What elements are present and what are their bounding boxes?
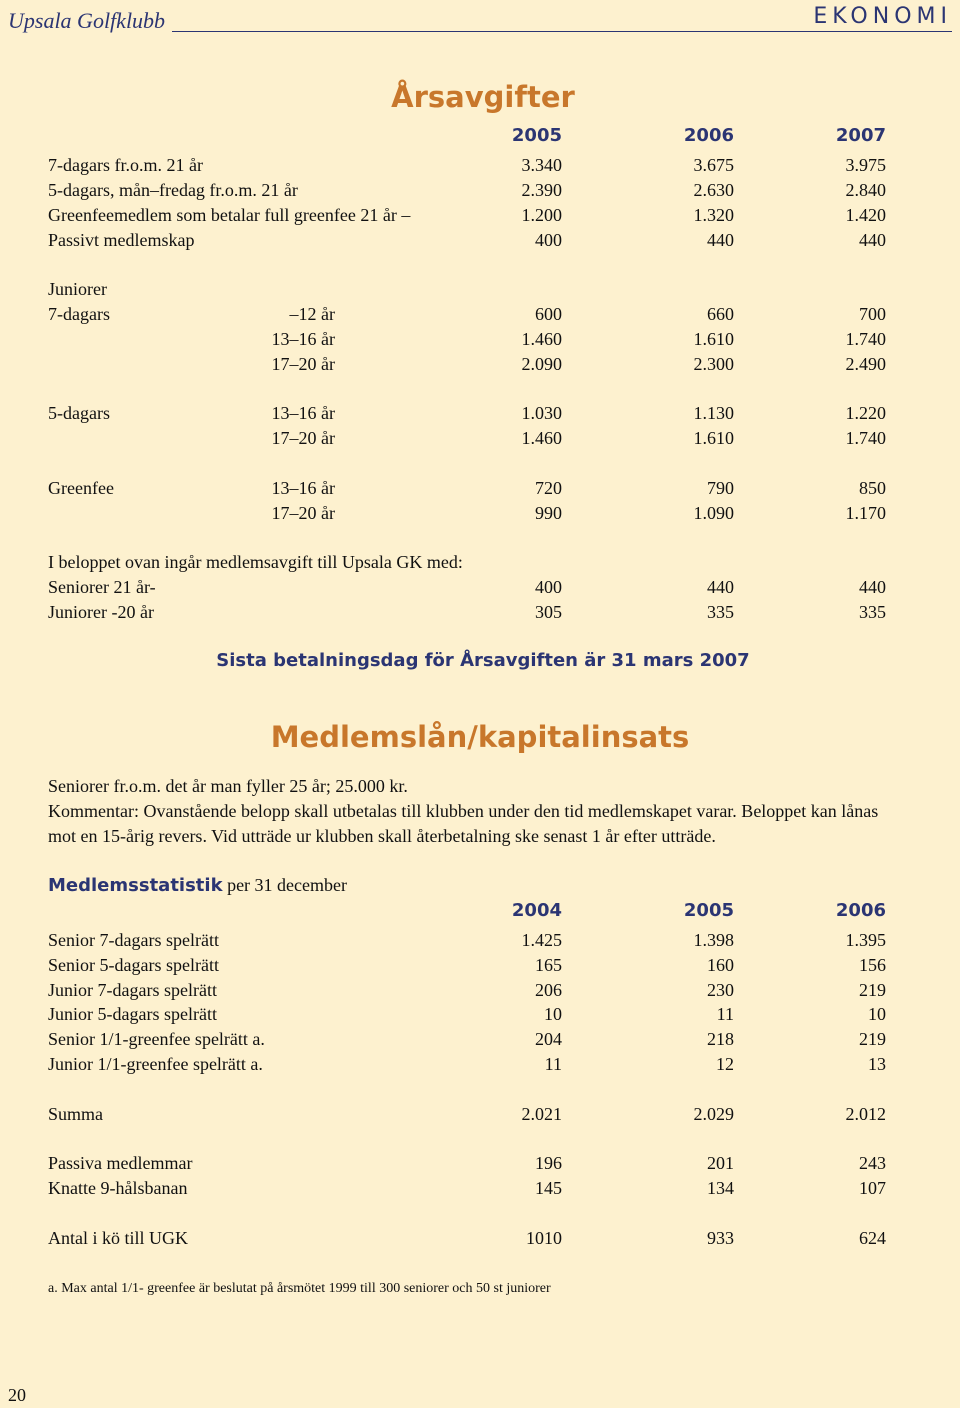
- value-cell: 219: [859, 1029, 886, 1049]
- value-cell: 2.029: [693, 1104, 734, 1124]
- value-cell: 2.012: [845, 1104, 886, 1124]
- junior-fee-row: [48, 401, 888, 426]
- year-header: 2006: [835, 900, 886, 921]
- value-cell: 1.610: [693, 329, 734, 349]
- value-cell: 11: [544, 1054, 562, 1074]
- value-cell: 850: [859, 478, 886, 498]
- value-cell: 196: [535, 1153, 562, 1173]
- stats-heading-bold: Medlemsstatistik: [48, 875, 223, 896]
- junior-fee-row: [48, 501, 888, 526]
- value-cell: 160: [707, 955, 734, 975]
- page-number: 20: [8, 1385, 26, 1405]
- value-cell: 1.610: [693, 428, 734, 448]
- age-label: –12 år: [289, 304, 335, 324]
- value-cell: 204: [535, 1029, 562, 1049]
- row-label: Greenfeemedlem som betalar full greenfee 21 år –: [48, 205, 411, 225]
- stats-heading: [48, 873, 347, 898]
- junior-fee-row: [48, 302, 888, 327]
- value-cell: 1.090: [693, 503, 734, 523]
- row-label: Knatte 9-hålsbanan: [48, 1178, 188, 1198]
- value-cell: 1.320: [693, 205, 734, 225]
- junior-fee-row: [48, 352, 888, 377]
- value-cell: 660: [707, 304, 734, 324]
- value-cell: 156: [859, 955, 886, 975]
- loan-line: Seniorer fr.o.m. det år man fyller 25 år; 25.000 kr.: [48, 776, 408, 796]
- value-cell: 107: [859, 1178, 886, 1198]
- juniors-heading: Juniorer: [48, 279, 107, 299]
- value-cell: 219: [859, 980, 886, 1000]
- age-label: 17–20 år: [271, 503, 335, 523]
- value-cell: 13: [868, 1054, 886, 1074]
- value-cell: 335: [859, 602, 886, 622]
- stats-year-header: [48, 898, 888, 923]
- footnote: a. Max antal 1/1- greenfee är beslutat på årsmötet 1999 till 300 seniorer och 50 st juniorer: [48, 1281, 551, 1296]
- stats-row: [48, 1151, 888, 1176]
- value-cell: 2.840: [845, 180, 886, 200]
- loan-comment-line: Kommentar: Ovanstående belopp skall utbetalas till klubben under den tid medlemskapet varar. Beloppet kan lånas: [48, 801, 879, 821]
- value-cell: 1010: [526, 1228, 562, 1248]
- value-cell: 990: [535, 503, 562, 523]
- included-row: [48, 600, 888, 625]
- medlemslan-title: Medlemslån/kapitalinsats: [270, 720, 690, 754]
- row-label: Senior 1/1-greenfee spelrätt a.: [48, 1029, 265, 1049]
- value-cell: 440: [707, 230, 734, 250]
- year-header: 2005: [511, 125, 562, 146]
- value-cell: 206: [535, 980, 562, 1000]
- group-label: 7-dagars: [48, 304, 110, 324]
- value-cell: 1.130: [693, 403, 734, 423]
- value-cell: 1.170: [845, 503, 886, 523]
- value-cell: 3.975: [845, 155, 886, 175]
- row-label: Antal i kö till UGK: [48, 1228, 188, 1248]
- stats-row: [48, 978, 888, 1003]
- age-label: 13–16 år: [271, 478, 335, 498]
- year-header: 2005: [683, 900, 734, 921]
- value-cell: 400: [535, 577, 562, 597]
- value-cell: 440: [859, 577, 886, 597]
- value-cell: 1.395: [845, 930, 886, 950]
- stats-queue-row: [48, 1226, 888, 1251]
- stats-summa-row: [48, 1102, 888, 1127]
- stats-row: [48, 928, 888, 953]
- row-label: Passivt medlemskap: [48, 230, 195, 250]
- row-label: Junior 5-dagars spelrätt: [48, 1004, 217, 1024]
- row-label: 5-dagars, mån–fredag fr.o.m. 21 år: [48, 180, 298, 200]
- value-cell: 134: [707, 1178, 734, 1198]
- value-cell: 440: [859, 230, 886, 250]
- value-cell: 335: [707, 602, 734, 622]
- fee-row: [48, 228, 888, 253]
- value-cell: 2.630: [693, 180, 734, 200]
- section-title: EKONOMI: [805, 4, 952, 29]
- deadline-note: Sista betalningsdag för Årsavgiften är 31 mars 2007: [216, 650, 750, 671]
- included-heading: I beloppet ovan ingår medlemsavgift till Upsala GK med:: [48, 552, 463, 572]
- value-cell: 1.398: [693, 930, 734, 950]
- row-label: Senior 7-dagars spelrätt: [48, 930, 219, 950]
- stats-row: [48, 1052, 888, 1077]
- age-label: 17–20 år: [271, 354, 335, 374]
- value-cell: 2.390: [521, 180, 562, 200]
- value-cell: 230: [707, 980, 734, 1000]
- value-cell: 2.300: [693, 354, 734, 374]
- value-cell: 165: [535, 955, 562, 975]
- age-label: 17–20 år: [271, 428, 335, 448]
- value-cell: 3.340: [521, 155, 562, 175]
- juniors-heading-row: [48, 277, 888, 302]
- value-cell: 2.021: [521, 1104, 562, 1124]
- fee-row: [48, 178, 888, 203]
- value-cell: 1.220: [845, 403, 886, 423]
- row-label: Passiva medlemmar: [48, 1153, 193, 1173]
- stats-heading-rest: per 31 december: [222, 875, 347, 895]
- value-cell: 243: [859, 1153, 886, 1173]
- value-cell: 933: [707, 1228, 734, 1248]
- year-header: 2007: [835, 125, 886, 146]
- value-cell: 145: [535, 1178, 562, 1198]
- value-cell: 1.420: [845, 205, 886, 225]
- value-cell: 11: [716, 1004, 734, 1024]
- value-cell: 600: [535, 304, 562, 324]
- fee-row: [48, 203, 888, 228]
- row-label: Junior 7-dagars spelrätt: [48, 980, 217, 1000]
- row-label: Senior 5-dagars spelrätt: [48, 955, 219, 975]
- fee-row: [48, 153, 888, 178]
- junior-fee-row: [48, 327, 888, 352]
- row-label: Seniorer 21 år-: [48, 577, 156, 597]
- value-cell: 201: [707, 1153, 734, 1173]
- included-row: [48, 575, 888, 600]
- group-label: Greenfee: [48, 478, 114, 498]
- age-label: 13–16 år: [271, 329, 335, 349]
- header-rule: [172, 31, 952, 32]
- fee-year-header: [48, 123, 888, 148]
- value-cell: 720: [535, 478, 562, 498]
- value-cell: 440: [707, 577, 734, 597]
- arsavgifter-title: Årsavgifter: [391, 80, 575, 114]
- value-cell: 1.740: [845, 428, 886, 448]
- year-header: 2004: [511, 900, 562, 921]
- value-cell: 1.200: [521, 205, 562, 225]
- value-cell: 12: [716, 1054, 734, 1074]
- value-cell: 3.675: [693, 155, 734, 175]
- junior-fee-row: [48, 426, 888, 451]
- row-label: Juniorer -20 år: [48, 602, 154, 622]
- stats-row: [48, 953, 888, 978]
- stats-row: [48, 1176, 888, 1201]
- group-label: 5-dagars: [48, 403, 110, 423]
- value-cell: 790: [707, 478, 734, 498]
- value-cell: 305: [535, 602, 562, 622]
- value-cell: 1.460: [521, 428, 562, 448]
- value-cell: 700: [859, 304, 886, 324]
- value-cell: 10: [544, 1004, 562, 1024]
- value-cell: 1.030: [521, 403, 562, 423]
- row-label: 7-dagars fr.o.m. 21 år: [48, 155, 203, 175]
- age-label: 13–16 år: [271, 403, 335, 423]
- value-cell: 1.425: [521, 930, 562, 950]
- value-cell: 1.740: [845, 329, 886, 349]
- row-label: Junior 1/1-greenfee spelrätt a.: [48, 1054, 263, 1074]
- club-logo-text: Upsala Golfklubb: [8, 8, 166, 33]
- included-heading-row: [48, 550, 888, 575]
- stats-row: [48, 1027, 888, 1052]
- junior-fee-row: [48, 476, 888, 501]
- stats-row: [48, 1002, 888, 1027]
- value-cell: 624: [859, 1228, 886, 1248]
- value-cell: 2.490: [845, 354, 886, 374]
- value-cell: 2.090: [521, 354, 562, 374]
- year-header: 2006: [683, 125, 734, 146]
- row-label: Summa: [48, 1104, 104, 1124]
- value-cell: 400: [535, 230, 562, 250]
- loan-comment-line: mot en 15-årig revers. Vid utträde ur klubben skall återbetalning ske senast 1 år efter utträde.: [48, 826, 716, 846]
- value-cell: 1.460: [521, 329, 562, 349]
- value-cell: 10: [868, 1004, 886, 1024]
- value-cell: 218: [707, 1029, 734, 1049]
